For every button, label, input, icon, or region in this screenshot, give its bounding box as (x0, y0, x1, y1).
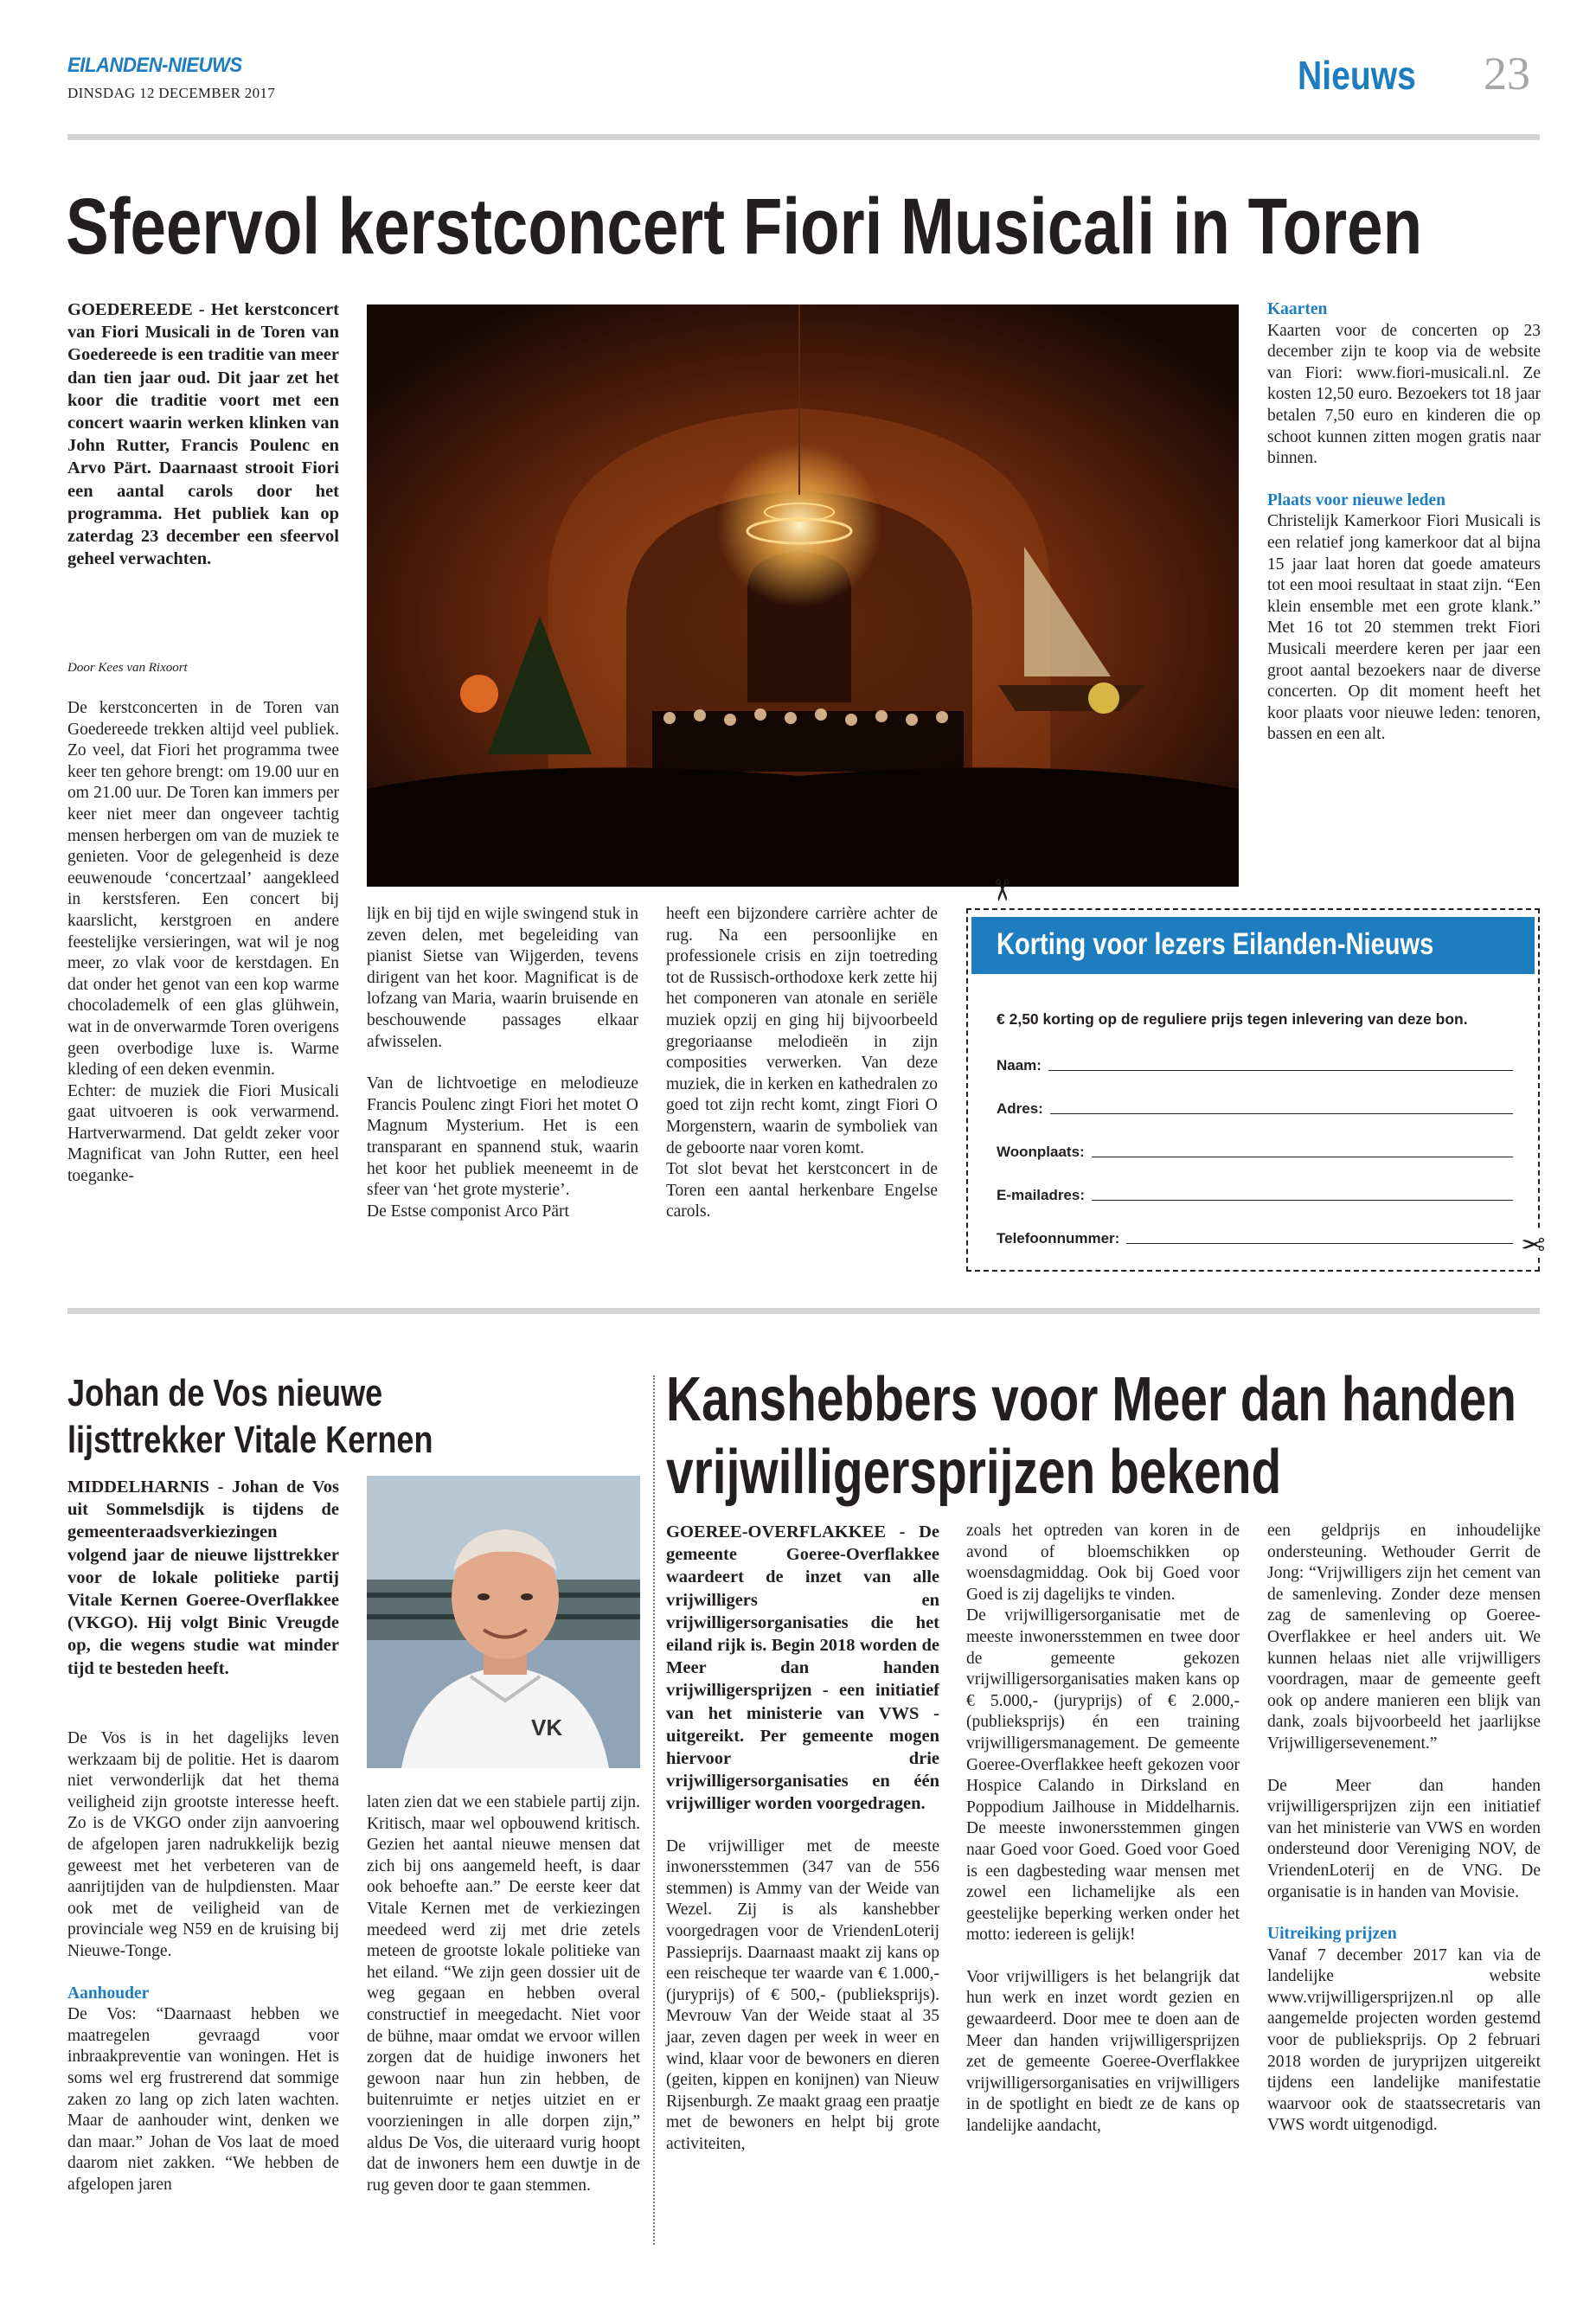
article3-col2a-text: zoals het optreden van koren in de avond of bloemschikken op woensdagmiddag. Ook bij Goed voor Goed is zij dagelijks te vinden. (966, 1522, 1240, 1604)
column-divider (653, 1375, 655, 2245)
article2-col2-text: laten zien dat we een stabiele partij zijn. Kritisch, maar wel opbouwend kritisch. Gezien het aantal nieuwe mensen dat zich bij ons aangemeld heeft, is daar ook behoefte aan.” De eerste keer dat Vitale Kernen met de verkiezingen meedeed werd zij met drie zetels meteen de grootste lokale politieke van het eiland. “We zijn geen dossier uit de weg gegaan en hebben overal constructief in meegedacht. Niet voor de bühne, maar omdat we ervoor willen zorgen dat de huidige inwoners het gewoon naar hun zin hebben, de buitenruimte er netjes uitziet en er voorzieningen in alle dorpen zijn,” aldus De Vos, die uiteraard vurig hoopt dat de inwoners hem een duwtje in de rug geven door te gaan stemmen. (367, 1793, 640, 2195)
article2-lead: MIDDELHARNIS - Johan de Vos uit Sommelsdijk is tijdens de gemeenteraadsverkiezingen volgend jaar de nieuwe lijsttrekker voor de lokale politieke partij Vitale Kernen Goeree-Overflakkee (VKGO). Hij volgt Binic Vreugde op, die wegens studie wat minder tijd te besteden heeft. (67, 1477, 339, 1678)
article2-col2 (367, 1792, 640, 2196)
concert-photo (367, 304, 1239, 887)
article3-col3c-text: Vanaf 7 december 2017 kan via de landelijke website www.vrijwilligersprijzen.nl op alle aangemelde projecten worden gestemd voor de publieksprijs. Op 2 februari 2018 worden de juryprijzen uitgereikt tijdens een landelijke manifestatie waarvoor ook de staatssecretaris van VWS wordt uitgenodigd. (1267, 1945, 1541, 2135)
coupon-fields (997, 1031, 1513, 1247)
johan-de-vos-photo (367, 1476, 640, 1768)
city-label: Woonplaats: (997, 1144, 1085, 1160)
name-label: Naam: (997, 1057, 1042, 1074)
article1-col1b-text: Echter: de muziek die Fiori Musicali gaat uitvoeren is ook verwarmend. Hartverwarmend. Dat geldt zeker voor Magnificat van John Rutter, een heel toeganke- (67, 1081, 339, 1186)
article3-col1-text: De vrijwilliger met de meeste inwonersstemmen (347 van de 556 stemmen) is Ammy van der Weide van Wezel. Zij is als kanshebber voorgedragen voor de VriendenLoterij Passieprijs. Daarnaast maakt zij kans op een reischeque ter waarde van € 1.000,- (juryprijs) of € 500,- (publieksprijs). Mevrouw Van der Weide staat al 35 jaar, zeven dagen per week in weer en wind, klaar voor de bewoners en dieren (geiten, kippen en konijnen) van Nieuw Rijsenburgh. Ze maakt graag een praatje met de bewoners en helpt bij grote activiteiten, (666, 1836, 939, 2153)
article1-col3a-text: heeft een bijzondere carrière achter de rug. Na een persoonlijke en professionele crisis en zijn toetreding tot de Russisch-orthodoxe kerk zette hij het componeren van atonale en seriële muziek opzij en ging hij bijvoorbeeld gregoriaanse melodieën in zijn composities verwerken. Van deze muziek, die in kerken en kathedralen zo goed tot zijn recht komt, zingt Fiori O Morgenstern, waarin de symboliek van de geboorte naar voren komt. (666, 905, 938, 1157)
article3-headline-line2: vrijwilligersprijzen bekend (666, 1438, 1282, 1507)
nieuwe-leden-text: Christelijk Kamerkoor Fiori Musicali is een relatief jong kamerkoor dat al bijna 15 jaar laat horen dat goede amateurs tot een mooi resultaat in staat zijn. “Een klein ensemble met een grote klank.” Met 16 tot 20 stemmen trekt Fiori Musicali meerdere keren per jaar een groot aantal bezoekers naar de diverse concerten. Op dit moment heeft het koor plaats voor nieuwe leden: tenoren, bassen en een alt. (1267, 512, 1541, 744)
article3-col3b-text: De Meer dan handen vrijwilligersprijzen zijn een initiatief van het ministerie van VWS en worden ondersteund door Vereniging NOV, de VriendenLoterij en de VNG. De organisatie is in handen van Movisie. (1267, 1776, 1541, 1901)
article3-col2c-text: Voor vrijwilligers is het belangrijk dat hun werk en inzet wordt gezien en gewaardeerd. Door mee te doen aan de Meer dan handen vrijwilligersprijzen zet de gemeente Goeree-Overflakkee vrijwilligersorganisaties en vrijwilligers in de spotlight en biedt ze de kans op landelijke aandacht, (966, 1967, 1240, 2136)
article1-col3b-text: Tot slot bevat het kerstconcert in de Toren een aantal herkenbare Engelse carols. (666, 1160, 938, 1221)
coupon-offer: € 2,50 korting op de reguliere prijs tegen inlevering van deze bon. (997, 1010, 1468, 1028)
article3-col1 (666, 1521, 939, 2156)
article1-byline: Door Kees van Rixoort (67, 661, 188, 675)
kaarten-subheading: Kaarten (1267, 300, 1328, 318)
article2-headline-line2: lijsttrekker Vitale Kernen (67, 1419, 433, 1461)
concert-photo-illustration (367, 304, 1239, 887)
page-number: 23 (1484, 48, 1530, 99)
phone-field[interactable] (997, 1204, 1513, 1247)
section-title: Nieuws (1298, 53, 1416, 98)
article1-col2a-text: lijk en bij tijd en wijle swingend stuk in zeven delen, met begeleiding van pianist Sietse van Wijgerden, tevens dirigent van het koor. Magnificat is de lofzang van Maria, waarin bruisende en beschouwende passages elkaar afwisselen. (367, 905, 638, 1051)
scissors-icon: ✂ (984, 877, 1019, 903)
mid-rule (67, 1308, 1540, 1314)
name-field[interactable] (997, 1031, 1513, 1074)
uitreiking-subheading: Uitreiking prijzen (1267, 1925, 1397, 1944)
kaarten-text: Kaarten voor de concerten op 23 december zijn te koop via de website van Fiori: www.fiori-musicali.nl. Ze kosten 12,50 euro. Bezoekers tot 18 jaar betalen 7,50 euro en kinderen die op schoot kunnen zitten mogen gratis naar binnen. (1267, 321, 1541, 468)
top-rule (67, 134, 1540, 140)
scissors-icon-right: ✂ (1521, 1226, 1546, 1260)
article3-headline-line1: Kanshebbers voor Meer dan handen (666, 1365, 1516, 1434)
article2-col1a-text: De Vos is in het dagelijks leven werkzaam bij de politie. Het is daarom niet verwonderlijk dat het thema veiligheid zijn grootste interesse heeft. Zo is de VKGO onder zijn aanvoering de afgelopen jaren nadrukkelijk bezig geweest met het verbeteren van de aanrijtijden van de hulpdiensten. Maar ook met de veiligheid van de provinciale weg N59 en de kruising bij Nieuwe-Tonge. (67, 1729, 339, 1960)
article2-col1 (67, 1728, 339, 2195)
article3-col3 (1267, 1521, 1541, 2137)
article1-col2 (367, 904, 638, 1222)
article2-col1b-text: De Vos: “Daarnaast hebben we maatregelen gevraagd voor inbraakpreventie van woningen. Het is soms wel erg frustrerend dat sommige zaken zo lang op zich laten wachten. Maar de aanhouder wint, denken we dan maar.” Johan de Vos laat de moed daarom niet zakken. “We hebben de afgelopen jaren (67, 2005, 339, 2194)
address-field[interactable] (997, 1074, 1513, 1118)
paper-logo: EILANDEN-NIEUWS (67, 54, 242, 77)
aanhouder-subheading: Aanhouder (67, 1984, 150, 2003)
article1-headline: Sfeervol kerstconcert Fiori Musicali in Toren (66, 183, 1423, 271)
article1-col1 (67, 649, 339, 1188)
nieuwe-leden-subheading: Plaats voor nieuwe leden (1267, 490, 1446, 510)
address-label: Adres: (997, 1100, 1043, 1117)
article1-lead: GOEDEREEDE - Het kerstconcert van Fiori Musicali in de Toren van Goedereede is een traditie van meer dan tien jaar oud. Dit jaar zet het koor die traditie voort met een concert waarin werken klinken van John Rutter, Francis Poulenc en Arvo Pärt. Daarnaast strooit Fiori een aantal carols door het programma. Het publiek kan op zaterdag 23 december een sfeervol geheel verwachten. (67, 300, 339, 569)
coupon-title: Korting voor lezers Eilanden-Nieuws (997, 927, 1434, 961)
article1-col1-text: De kerstconcerten in de Toren van Goedereede trekken altijd veel publiek. Zo veel, dat Fiori het programma twee keer ten gehore brengt: om 19.00 uur en om 21.00 uur. De Toren kan immers per keer niet meer dan ongeveer tachtig mensen herbergen om van de muziek te genieten. Voor de gelegenheid is deze eeuwenoude ‘concertzaal’ aangekleed in kerstsferen. Een concert bij kaarslicht, kerstgroen en andere feestelijke versieringen, wat wil je nog meer, zo vlak voor de kerstdagen. En dat onder het genot van een kop warme chocolademelk of een glas glühwein, wat in de onverwarmde Toren overigens geen overbodige luxe is. Warme kleding of een deken evenmin. (67, 699, 339, 1080)
email-label: E-mailadres: (997, 1187, 1086, 1203)
city-field[interactable] (997, 1118, 1513, 1161)
article3-col3a-text: een geldprijs en inhoudelijke ondersteuning. Wethouder Gerrit de Jong: “Vrijwilligers zijn het cement van de samenleving. Zonder deze mensen zag de samenleving op Goeree-Overflakkee er heel anders uit. We kunnen helaas niet alle vrijwilligers voordragen, maar de gemeente geeft ook op andere manieren een blijk van dank, zoals bijvoorbeeld het jaarlijkse Vrijwilligersevenement.” (1267, 1522, 1541, 1753)
issue-date: DINSDAG 12 DECEMBER 2017 (67, 85, 276, 101)
article1-col2b-text: Van de lichtvoetige en melodieuze Francis Poulenc zingt Fiori het motet O Magnum Mysterium. Het is een transparant en spannend stuk, waarin het koor het publiek meeneemt in de sfeer van ‘het grote mysterie’. (367, 1074, 638, 1200)
phone-label: Telefoonnummer: (997, 1230, 1120, 1247)
article3-col2b-text: De vrijwilligersorganisatie met de meeste inwonersstemmen en twee door de gemeente gekozen vrijwilligersorganisaties maken kans op € 5.000,- (juryprijs) of € 2.000,- (publieksprijs) én een training vrijwilligersmanagement. De gemeente Goeree-Overflakkee heeft gekozen voor Hospice Calando in Dirksland en Poppodium Jailhouse in Middelharnis. De meeste inwonersstemmen gingen naar Goed voor Goed. Goed voor Goed is een dagbesteding waar mensen met zowel een lichamelijke als een geestelijke beperking werken onder het motto: iedereen is gelijk! (966, 1606, 1240, 1945)
article2-headline-line1: Johan de Vos nieuwe (67, 1372, 383, 1414)
jacket-logo: VK (531, 1715, 563, 1740)
article1-col2c-text: De Estse componist Arco Pärt (367, 1202, 569, 1221)
article1-col3 (666, 904, 938, 1223)
article3-col2 (966, 1521, 1240, 2138)
email-field[interactable] (997, 1161, 1513, 1204)
article3-lead: GOEREE-OVERFLAKKEE - De gemeente Goeree-Overflakkee waardeert de inzet van alle vrijwilligers en vrijwilligersorganisaties die het eiland rijk is. Begin 2018 worden de Meer dan handen vrijwilligersprijzen - een initiatief van het ministerie van VWS - uitgereikt. Per gemeente mogen hiervoor drie vrijwilligersorganisaties en één vrijwilliger worden voorgedragen. (666, 1522, 939, 1814)
article1-sidebar (1267, 299, 1541, 746)
discount-coupon (966, 908, 1540, 1272)
